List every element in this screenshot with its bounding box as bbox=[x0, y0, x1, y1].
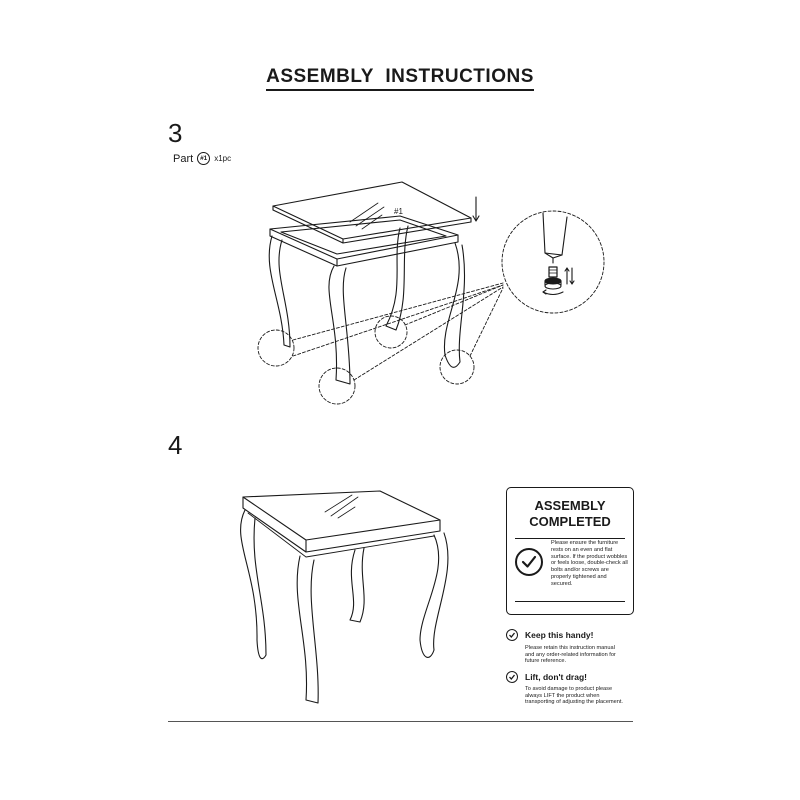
table-frame-illustration bbox=[269, 216, 464, 384]
divider bbox=[515, 601, 625, 602]
part-badge: #1 bbox=[197, 152, 210, 165]
tip-text: Please retain this instruction manual and any order-related information for future reference. bbox=[525, 645, 616, 665]
step-3-number: 3 bbox=[168, 118, 183, 148]
check-circle-icon bbox=[515, 548, 543, 576]
check-circle-icon bbox=[506, 629, 518, 641]
part-label: Part bbox=[173, 152, 194, 165]
completed-instructions: Please ensure the furniture rests on an even and flat surface. If the product wobbles or feels loose, double-check all bolts and/or screws are properly tightened and secured. bbox=[551, 540, 628, 587]
part-qty: x1pc bbox=[214, 154, 232, 163]
top-part-label: #1 bbox=[394, 207, 403, 216]
leveling-foot-detail bbox=[543, 213, 574, 295]
completed-table-illustration bbox=[241, 491, 448, 703]
assembly-completed-box bbox=[506, 487, 634, 615]
check-circle-icon bbox=[506, 671, 518, 683]
footer-divider bbox=[168, 721, 633, 722]
tip-text: To avoid damage to product please always LIFT the product when transporting of adjusting the placement. bbox=[525, 686, 623, 706]
step-4-number: 4 bbox=[168, 430, 183, 460]
completed-title: ASSEMBLY COMPLETED bbox=[529, 498, 611, 529]
tip-title: Keep this handy! bbox=[525, 630, 594, 640]
divider bbox=[515, 538, 625, 539]
tip-title: Lift, don't drag! bbox=[525, 672, 587, 682]
page-title: ASSEMBLY INSTRUCTIONS bbox=[0, 66, 800, 88]
